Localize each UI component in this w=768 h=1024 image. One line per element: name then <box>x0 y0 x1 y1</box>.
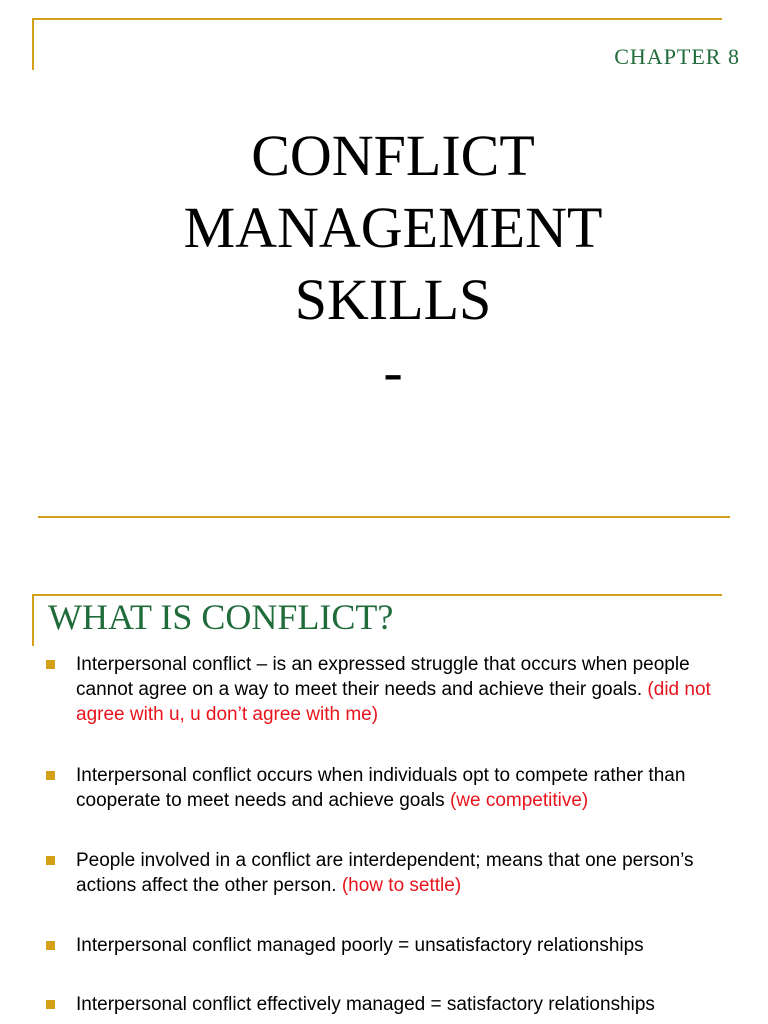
bullet-item <box>46 763 746 848</box>
bullet-note: (we competitive) <box>449 790 589 811</box>
top-rule <box>32 18 722 20</box>
bullet-item <box>46 848 746 933</box>
left-rule <box>32 18 34 70</box>
bullet-list <box>46 652 746 1017</box>
bullet-square-icon <box>46 771 55 780</box>
bullet-note: (how to settle) <box>341 875 462 896</box>
title-line: CONFLICT <box>251 123 535 188</box>
left-rule <box>32 594 34 646</box>
content-slide <box>0 560 768 1024</box>
title-line: MANAGEMENT <box>183 195 603 260</box>
bullet-square-icon <box>46 941 55 950</box>
bullet-square-icon <box>46 856 55 865</box>
bullet-item <box>46 933 746 992</box>
slide-title <box>0 120 768 408</box>
title-line: SKILLS <box>294 267 492 332</box>
bullet-text: Interpersonal conflict occurs when individuals opt to compete rather than cooperate to meet needs and achieve goals <box>76 765 686 811</box>
bullet-text: Interpersonal conflict effectively managed = satisfactory relationships <box>76 994 655 1015</box>
bullet-item <box>46 652 746 763</box>
slide-heading: WHAT IS CONFLICT? <box>48 597 394 637</box>
bullet-item <box>46 992 746 1017</box>
bullet-text: People involved in a conflict are interdependent; means that one person’s actions affect the other person. <box>76 850 694 896</box>
title-line: - <box>383 339 403 404</box>
bullet-square-icon <box>46 660 55 669</box>
chapter-label: CHAPTER 8 <box>614 44 740 69</box>
bullet-square-icon <box>46 1000 55 1009</box>
bullet-note: (did not agree with u, u don’t agree with me) <box>76 679 711 725</box>
bottom-rule <box>38 516 730 518</box>
bullet-text: Interpersonal conflict – is an expressed struggle that occurs when people cannot agree on a way to meet their needs and achieve their goals. <box>76 654 690 700</box>
bullet-text: Interpersonal conflict managed poorly = unsatisfactory relationships <box>76 935 644 956</box>
